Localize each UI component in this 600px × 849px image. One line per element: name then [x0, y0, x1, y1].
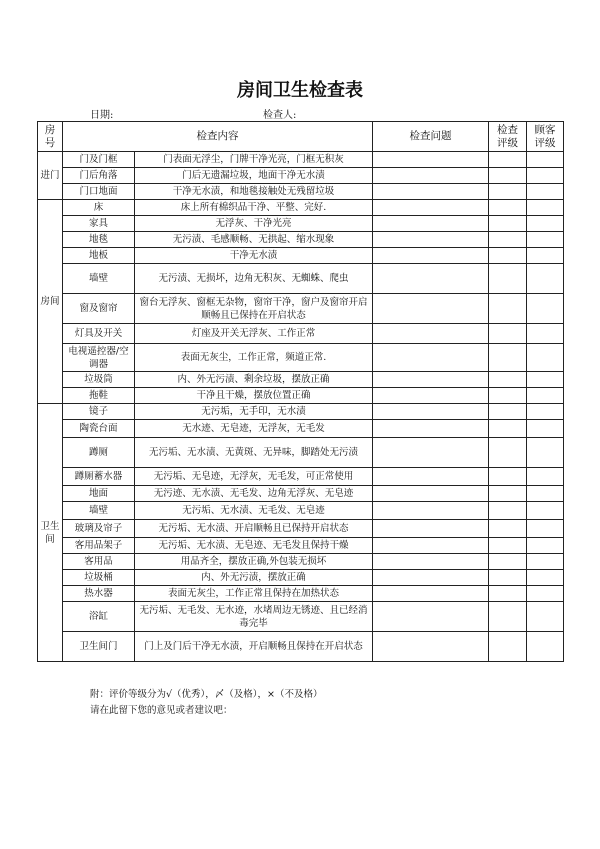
guest-rating-cell[interactable] [527, 372, 564, 388]
table-row [38, 372, 564, 388]
issue-cell[interactable] [373, 152, 489, 168]
table-row [38, 520, 564, 538]
check-item: 蹲厕 [63, 438, 135, 468]
issue-cell[interactable] [373, 570, 489, 586]
table-row [38, 248, 564, 264]
issue-cell[interactable] [373, 468, 489, 486]
guest-rating-cell[interactable] [527, 502, 564, 520]
guest-rating-cell[interactable] [527, 388, 564, 404]
issue-cell[interactable] [373, 324, 489, 344]
check-standard: 无污垢、无水渍、无皂迹、无毛发且保持干燥 [135, 538, 373, 554]
issue-cell[interactable] [373, 502, 489, 520]
rating-cell[interactable] [489, 420, 527, 438]
table-row [38, 294, 564, 324]
rating-cell[interactable] [489, 264, 527, 294]
rating-cell[interactable] [489, 554, 527, 570]
inspection-table [37, 121, 564, 662]
table-row [38, 554, 564, 570]
guest-rating-cell[interactable] [527, 538, 564, 554]
check-standard: 门后无遗漏垃圾，地面干净无水渍 [135, 168, 373, 184]
check-standard: 内、外无污渍，摆放正确 [135, 570, 373, 586]
table-row [38, 216, 564, 232]
issue-cell[interactable] [373, 372, 489, 388]
table-row [38, 404, 564, 420]
check-item: 镜子 [63, 404, 135, 420]
table-row [38, 152, 564, 168]
check-item: 地板 [63, 248, 135, 264]
check-standard: 无水迹、无皂迹，无浮灰，无毛发 [135, 420, 373, 438]
check-item: 家具 [63, 216, 135, 232]
issue-cell[interactable] [373, 344, 489, 372]
table-row [38, 468, 564, 486]
check-standard: 无污垢、无水渍、无黄斑、无异味，脚踏处无污渍 [135, 438, 373, 468]
guest-rating-cell[interactable] [527, 152, 564, 168]
rating-cell[interactable] [489, 570, 527, 586]
table-row [38, 200, 564, 216]
check-item: 垃圾筒 [63, 372, 135, 388]
issue-cell[interactable] [373, 200, 489, 216]
table-row [38, 324, 564, 344]
check-standard: 无浮灰、干净光亮 [135, 216, 373, 232]
check-standard: 无污渍、无损坏，边角无积灰、无蜘蛛、爬虫 [135, 264, 373, 294]
table-row [38, 438, 564, 468]
guest-rating-cell[interactable] [527, 420, 564, 438]
rating-note: 附：评价等级分为√（优秀），〆（及格），×（不及格） [90, 689, 323, 700]
check-item: 陶瓷台面 [63, 420, 135, 438]
table-row [38, 486, 564, 502]
table-row [38, 264, 564, 294]
rating-cell[interactable] [489, 232, 527, 248]
check-standard: 床上所有棉织品干净、平整、完好. [135, 200, 373, 216]
table-row [38, 344, 564, 372]
check-item: 垃圾桶 [63, 570, 135, 586]
guest-rating-cell[interactable] [527, 468, 564, 486]
table-row [38, 388, 564, 404]
check-item: 卫生间门 [63, 632, 135, 662]
table-row [38, 602, 564, 632]
issue-cell[interactable] [373, 388, 489, 404]
issue-cell[interactable] [373, 538, 489, 554]
guest-rating-cell[interactable] [527, 602, 564, 632]
issue-cell[interactable] [373, 216, 489, 232]
table-row [38, 168, 564, 184]
table-row [38, 420, 564, 438]
table-row [38, 632, 564, 662]
header-guest-rating: 顾客评级 [527, 122, 564, 152]
guest-rating-cell[interactable] [527, 232, 564, 248]
check-item: 玻璃及帘子 [63, 520, 135, 538]
rating-cell[interactable] [489, 388, 527, 404]
rating-cell[interactable] [489, 216, 527, 232]
guest-rating-cell[interactable] [527, 264, 564, 294]
issue-cell[interactable] [373, 404, 489, 420]
rating-cell[interactable] [489, 602, 527, 632]
check-item: 窗及窗帘 [63, 294, 135, 324]
table-row [38, 570, 564, 586]
guest-rating-cell[interactable] [527, 324, 564, 344]
check-item: 拖鞋 [63, 388, 135, 404]
issue-cell[interactable] [373, 520, 489, 538]
guest-rating-cell[interactable] [527, 438, 564, 468]
check-item: 地毯 [63, 232, 135, 248]
guest-rating-cell[interactable] [527, 248, 564, 264]
table-row [38, 502, 564, 520]
issue-cell[interactable] [373, 586, 489, 602]
guest-rating-cell[interactable] [527, 344, 564, 372]
rating-cell[interactable] [489, 248, 527, 264]
issue-cell[interactable] [373, 632, 489, 662]
rating-cell[interactable] [489, 200, 527, 216]
rating-cell[interactable] [489, 324, 527, 344]
check-standard: 表面无灰尘，工作正常且保持在加热状态 [135, 586, 373, 602]
check-item: 蹲厕蓄水器 [63, 468, 135, 486]
check-item: 床 [63, 200, 135, 216]
check-standard: 窗台无浮灰、窗框无杂物，窗帘干净，窗户及窗帘开启顺畅且已保持在开启状态 [135, 294, 373, 324]
check-item: 墙壁 [63, 264, 135, 294]
check-standard: 无污垢，无手印，无水渍 [135, 404, 373, 420]
check-item: 门及门框 [63, 152, 135, 168]
issue-cell[interactable] [373, 232, 489, 248]
guest-rating-cell[interactable] [527, 404, 564, 420]
rating-cell[interactable] [489, 502, 527, 520]
suggestion-prompt: 请在此留下您的意见或者建议吧： [90, 705, 233, 716]
check-standard: 无污渍、毛感顺畅、无拱起、缩水现象 [135, 232, 373, 248]
issue-cell[interactable] [373, 554, 489, 570]
rating-cell[interactable] [489, 632, 527, 662]
rating-cell[interactable] [489, 372, 527, 388]
issue-cell[interactable] [373, 438, 489, 468]
check-item: 客用品架子 [63, 538, 135, 554]
issue-cell[interactable] [373, 168, 489, 184]
check-standard: 干净无水渍 [135, 248, 373, 264]
guest-rating-cell[interactable] [527, 554, 564, 570]
section-label: 房间 [38, 200, 63, 404]
rating-cell[interactable] [489, 438, 527, 468]
rating-cell[interactable] [489, 538, 527, 554]
guest-rating-cell[interactable] [527, 570, 564, 586]
rating-cell[interactable] [489, 184, 527, 200]
check-item: 热水器 [63, 586, 135, 602]
check-standard: 门表面无浮尘，门牌干净光亮，门框无积灰 [135, 152, 373, 168]
guest-rating-cell[interactable] [527, 632, 564, 662]
check-standard: 内、外无污渍、剩余垃圾，摆放正确 [135, 372, 373, 388]
check-item: 客用品 [63, 554, 135, 570]
check-item: 浴缸 [63, 602, 135, 632]
guest-rating-cell[interactable] [527, 486, 564, 502]
rating-cell[interactable] [489, 344, 527, 372]
check-item: 墙壁 [63, 502, 135, 520]
check-standard: 灯座及开关无浮灰、工作正常 [135, 324, 373, 344]
guest-rating-cell[interactable] [527, 216, 564, 232]
check-standard: 无污垢、无水渍、无毛发、无皂迹 [135, 502, 373, 520]
rating-cell[interactable] [489, 294, 527, 324]
guest-rating-cell[interactable] [527, 520, 564, 538]
check-item: 电视遥控器/空调器 [63, 344, 135, 372]
issue-cell[interactable] [373, 486, 489, 502]
check-standard: 干净且干燥，摆放位置正确 [135, 388, 373, 404]
check-item: 灯具及开关 [63, 324, 135, 344]
issue-cell[interactable] [373, 248, 489, 264]
check-standard: 表面无灰尘，工作正常，频道正常. [135, 344, 373, 372]
table-row [38, 586, 564, 602]
table-row [38, 232, 564, 248]
header-row [38, 122, 564, 152]
issue-cell[interactable] [373, 420, 489, 438]
section-label: 卫生间 [38, 404, 63, 662]
date-label: 日期: [90, 110, 114, 121]
table-row [38, 538, 564, 554]
section-label: 进门 [38, 152, 63, 200]
table-row [38, 184, 564, 200]
issue-cell[interactable] [373, 264, 489, 294]
rating-cell[interactable] [489, 152, 527, 168]
header-content: 检查内容 [63, 122, 373, 152]
rating-cell[interactable] [489, 520, 527, 538]
check-standard: 门上及门后干净无水渍，开启顺畅且保持在开启状态 [135, 632, 373, 662]
header-issue: 检查问题 [373, 122, 489, 152]
check-item: 门后角落 [63, 168, 135, 184]
inspector-label: 检查人: [263, 110, 297, 121]
rating-cell[interactable] [489, 168, 527, 184]
header-rating: 检查评级 [489, 122, 527, 152]
guest-rating-cell[interactable] [527, 168, 564, 184]
rating-cell[interactable] [489, 586, 527, 602]
rating-cell[interactable] [489, 468, 527, 486]
rating-cell[interactable] [489, 486, 527, 502]
issue-cell[interactable] [373, 184, 489, 200]
check-standard: 干净无水渍，和地毯接触处无残留垃圾 [135, 184, 373, 200]
check-standard: 无污垢、无毛发、无水迹，水堵周边无锈迹、且已经消毒完毕 [135, 602, 373, 632]
check-item: 地面 [63, 486, 135, 502]
guest-rating-cell[interactable] [527, 184, 564, 200]
check-standard: 用品齐全，摆放正确,外包装无损坏 [135, 554, 373, 570]
issue-cell[interactable] [373, 602, 489, 632]
check-standard: 无污迹、无水渍、无毛发、边角无浮灰、无皂迹 [135, 486, 373, 502]
page-title: 房间卫生检查表 [237, 80, 363, 101]
guest-rating-cell[interactable] [527, 200, 564, 216]
check-item: 门口地面 [63, 184, 135, 200]
rating-cell[interactable] [489, 404, 527, 420]
issue-cell[interactable] [373, 294, 489, 324]
check-standard: 无污垢、无水渍、开启顺畅且已保持开启状态 [135, 520, 373, 538]
guest-rating-cell[interactable] [527, 294, 564, 324]
guest-rating-cell[interactable] [527, 586, 564, 602]
check-standard: 无污垢、无皂迹，无浮灰，无毛发，可正常使用 [135, 468, 373, 486]
header-room-no: 房号 [38, 122, 63, 152]
